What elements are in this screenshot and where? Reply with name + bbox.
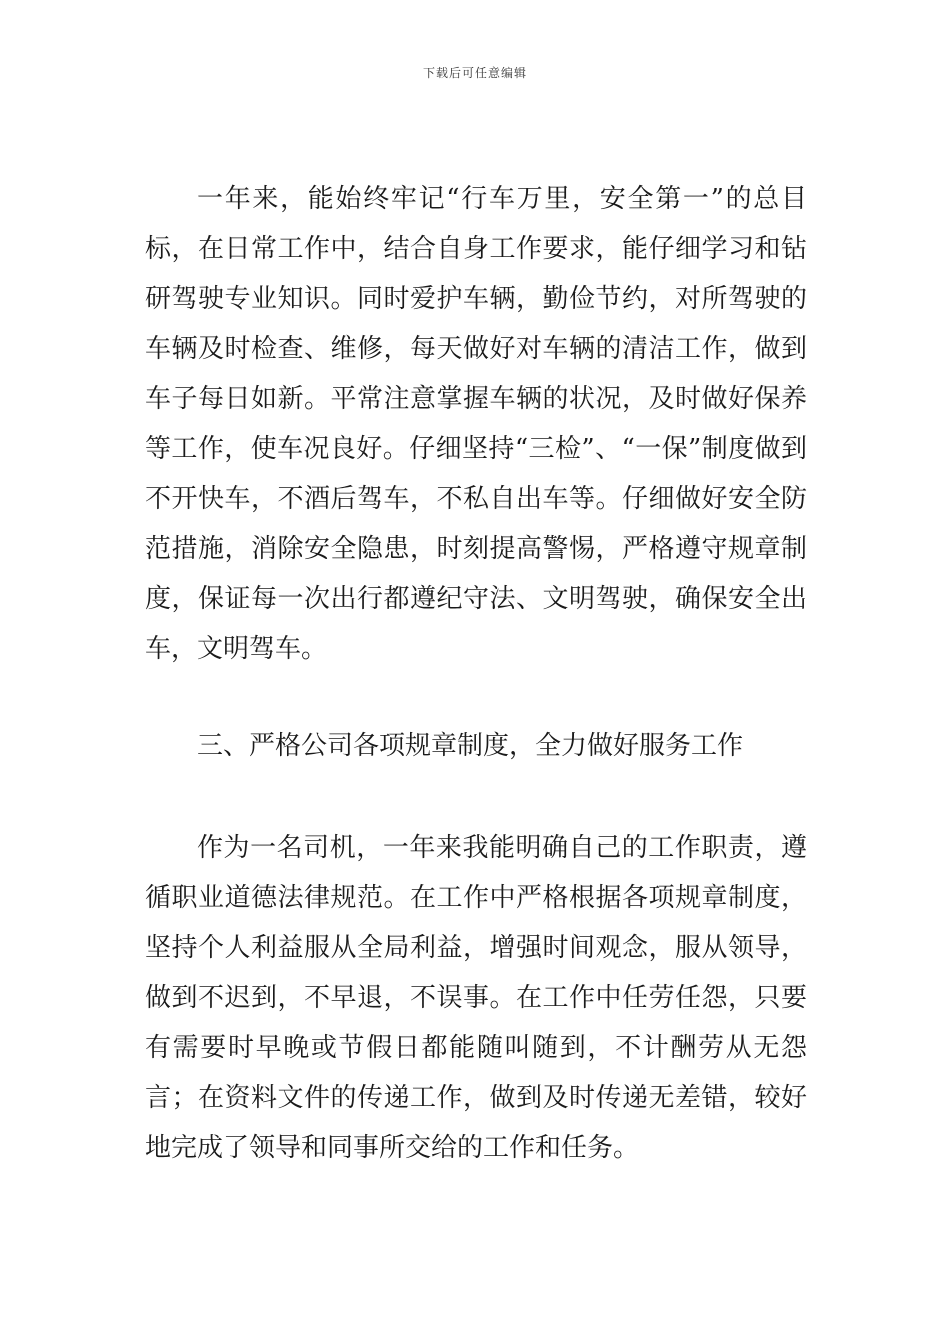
- section-heading-3: 三、严格公司各项规章制度，全力做好服务工作: [197, 731, 744, 761]
- section-heading-3-container: [145, 721, 807, 771]
- body-paragraph-1-container: [145, 174, 807, 674]
- body-paragraph-2: 作为一名司机，一年来我能明确自己的工作职责，遵循职业道德法律规范。在工作中严格根据各项规章制度，坚持个人利益服从全局利益，增强时间观念，服从领导，做到不迟到，不早退，不误事。在工作中任劳任怨，只要有需要时早晚或节假日都能随叫随到，不计酬劳从无怨言；在资料文件的传递工作，做到及时传递无差错，较好地完成了领导和同事所交给的工作和任务。: [145, 833, 807, 1163]
- body-paragraph-1: 一年来，能始终牢记“行车万里，安全第一”的总目标，在日常工作中，结合自身工作要求，能仔细学习和钻研驾驶专业知识。同时爱护车辆，勤俭节约，对所驾驶的车辆及时检查、维修，每天做好对车辆的清洁工作，做到车子每日如新。平常注意掌握车辆的状况，及时做好保养等工作，使车况良好。仔细坚持“三检”、“一保”制度做到不开快车，不酒后驾车，不私自出车等。仔细做好安全防范措施，消除安全隐患，时刻提高警惕，严格遵守规章制度，保证每一次出行都遵纪守法、文明驾驶，确保安全出车，文明驾车。: [145, 184, 807, 664]
- body-paragraph-2-container: [145, 823, 807, 1173]
- page-header-note: 下载后可任意编辑: [422, 66, 527, 80]
